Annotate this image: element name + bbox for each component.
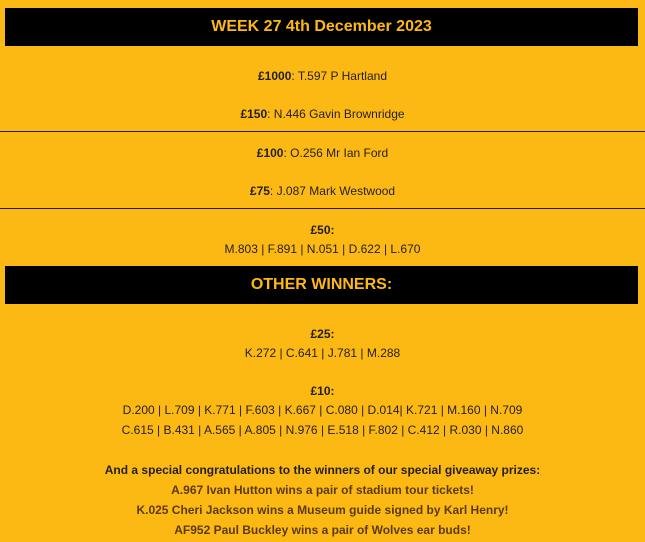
prize-100 xyxy=(0,145,645,161)
prize-amount: £100 xyxy=(256,146,284,160)
prize-10-numbers-line2: C.615 | B.431 | A.565 | A.805 | N.976 | E.518 | F.802 | C.412 | R.030 | N.860 xyxy=(121,423,524,437)
prize-amount: £75 xyxy=(249,184,270,198)
other-winners-title: OTHER WINNERS: xyxy=(250,276,393,293)
week-header xyxy=(5,8,638,46)
prize-150 xyxy=(0,106,645,122)
prize-50-numbers: M.803 | F.891 | N.051 | D.622 | L.670 xyxy=(224,242,421,256)
divider xyxy=(0,208,645,209)
prize-10-numbers-line1: D.200 | L.709 | K.771 | F.603 | K.667 | C.080 | D.014| K.721 | M.160 | N.709 xyxy=(122,403,523,417)
prize-25-numbers: K.272 | C.641 | J.781 | M.288 xyxy=(244,346,401,360)
prize-amount: £1000 xyxy=(258,69,292,83)
prize-75 xyxy=(0,183,645,199)
other-winners-header xyxy=(5,266,638,304)
prize-1000 xyxy=(0,68,645,84)
special-winner: AF952 Paul Buckley wins a pair of Wolves ear buds! xyxy=(174,523,471,537)
prize-winner: : O.256 Mr Ian Ford xyxy=(283,146,389,160)
divider xyxy=(0,131,645,132)
prize-winner: : J.087 Mark Westwood xyxy=(269,184,396,198)
prize-25-label: £25: xyxy=(310,327,335,341)
week-title: WEEK 27 4th December 2023 xyxy=(211,18,432,35)
special-winner: A.967 Ivan Hutton wins a pair of stadium tour tickets! xyxy=(171,483,474,497)
prize-amount: £150 xyxy=(240,107,268,121)
prize-10-label: £10: xyxy=(310,384,335,398)
prize-winner: : T.597 P Hartland xyxy=(291,69,387,83)
prize-winner: : N.446 Gavin Brownridge xyxy=(267,107,405,121)
prize-50-label: £50: xyxy=(310,223,335,237)
special-intro: And a special congratulations to the winners of our special giveaway prizes: xyxy=(104,463,541,477)
special-winner: K.025 Cheri Jackson wins a Museum guide signed by Karl Henry! xyxy=(136,503,509,517)
